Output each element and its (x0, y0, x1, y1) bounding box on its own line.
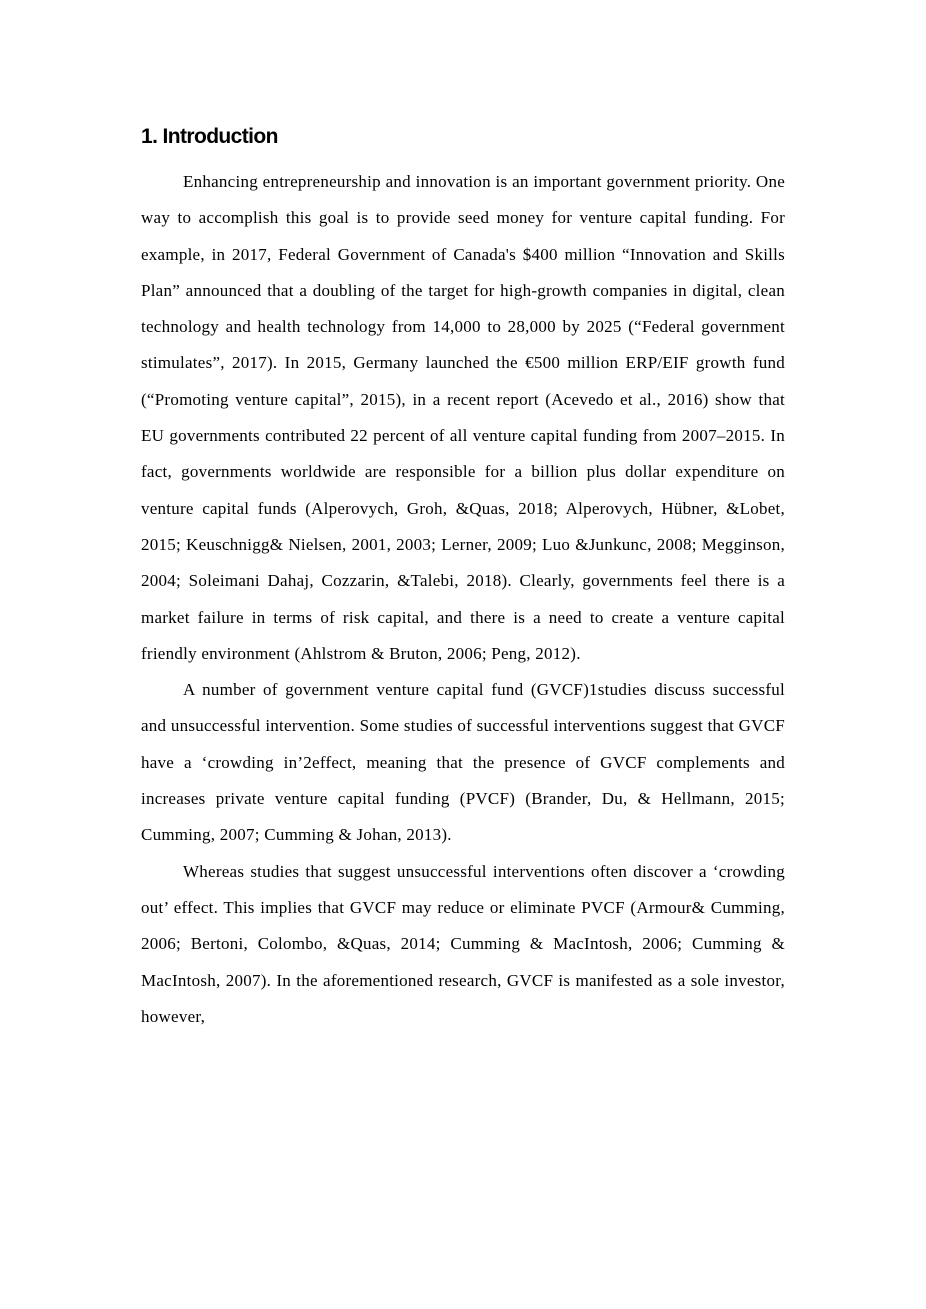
body-paragraph-3: Whereas studies that suggest unsuccessful interventions often discover a ‘crowding out’ effect. This implies that GVCF may reduce or eliminate PVCF (Armour& Cumming, 2006; Bertoni, Colombo, &Quas, 2014; Cumming & MacIntosh, 2006; Cumming & MacIntosh, 2007). In the aforementioned research, GVCF is manifested as a sole investor, however, (141, 861, 785, 1026)
section-heading: 1. Introduction (141, 125, 278, 148)
body-paragraph-1: Enhancing entrepreneurship and innovation is an important government priority. One way to accomplish this goal is to provide seed money for venture capital funding. For example, in 2017, Federal Government of Canada's $400 million “Innovation and Skills Plan” announced that a doubling of the target for high-growth companies in digital, clean technology and health technology from 14,000 to 28,000 by 2025 (“Federal government stimulates”, 2017). In 2015, Germany launched the €500 million ERP/EIF growth fund (“Promoting venture capital”, 2015), in a recent report (Acevedo et al., 2016) show that EU governments contributed 22 percent of all venture capital funding from 2007–2015. In fact, governments worldwide are responsible for a billion plus dollar expenditure on venture capital funds (Alperovych, Groh, &Quas, 2018; Alperovych, Hübner, &Lobet, 2015; Keuschnigg& Nielsen, 2001, 2003; Lerner, 2009; Luo &Junkunc, 2008; Megginson, 2004; Soleimani Dahaj, Cozzarin, &Talebi, 2018). Clearly, governments feel there is a market failure in terms of risk capital, and there is a need to create a venture capital friendly environment (Ahlstrom & Bruton, 2006; Peng, 2012). (141, 172, 785, 663)
document-page (141, 122, 785, 1035)
body-paragraph-2: A number of government venture capital fund (GVCF)1studies discuss successful and unsuccessful intervention. Some studies of successful interventions suggest that GVCF have a ‘crowding in’2effect, meaning that the presence of GVCF complements and increases private venture capital funding (PVCF) (Brander, Du, & Hellmann, 2015; Cumming, 2007; Cumming & Johan, 2013). (141, 680, 785, 845)
